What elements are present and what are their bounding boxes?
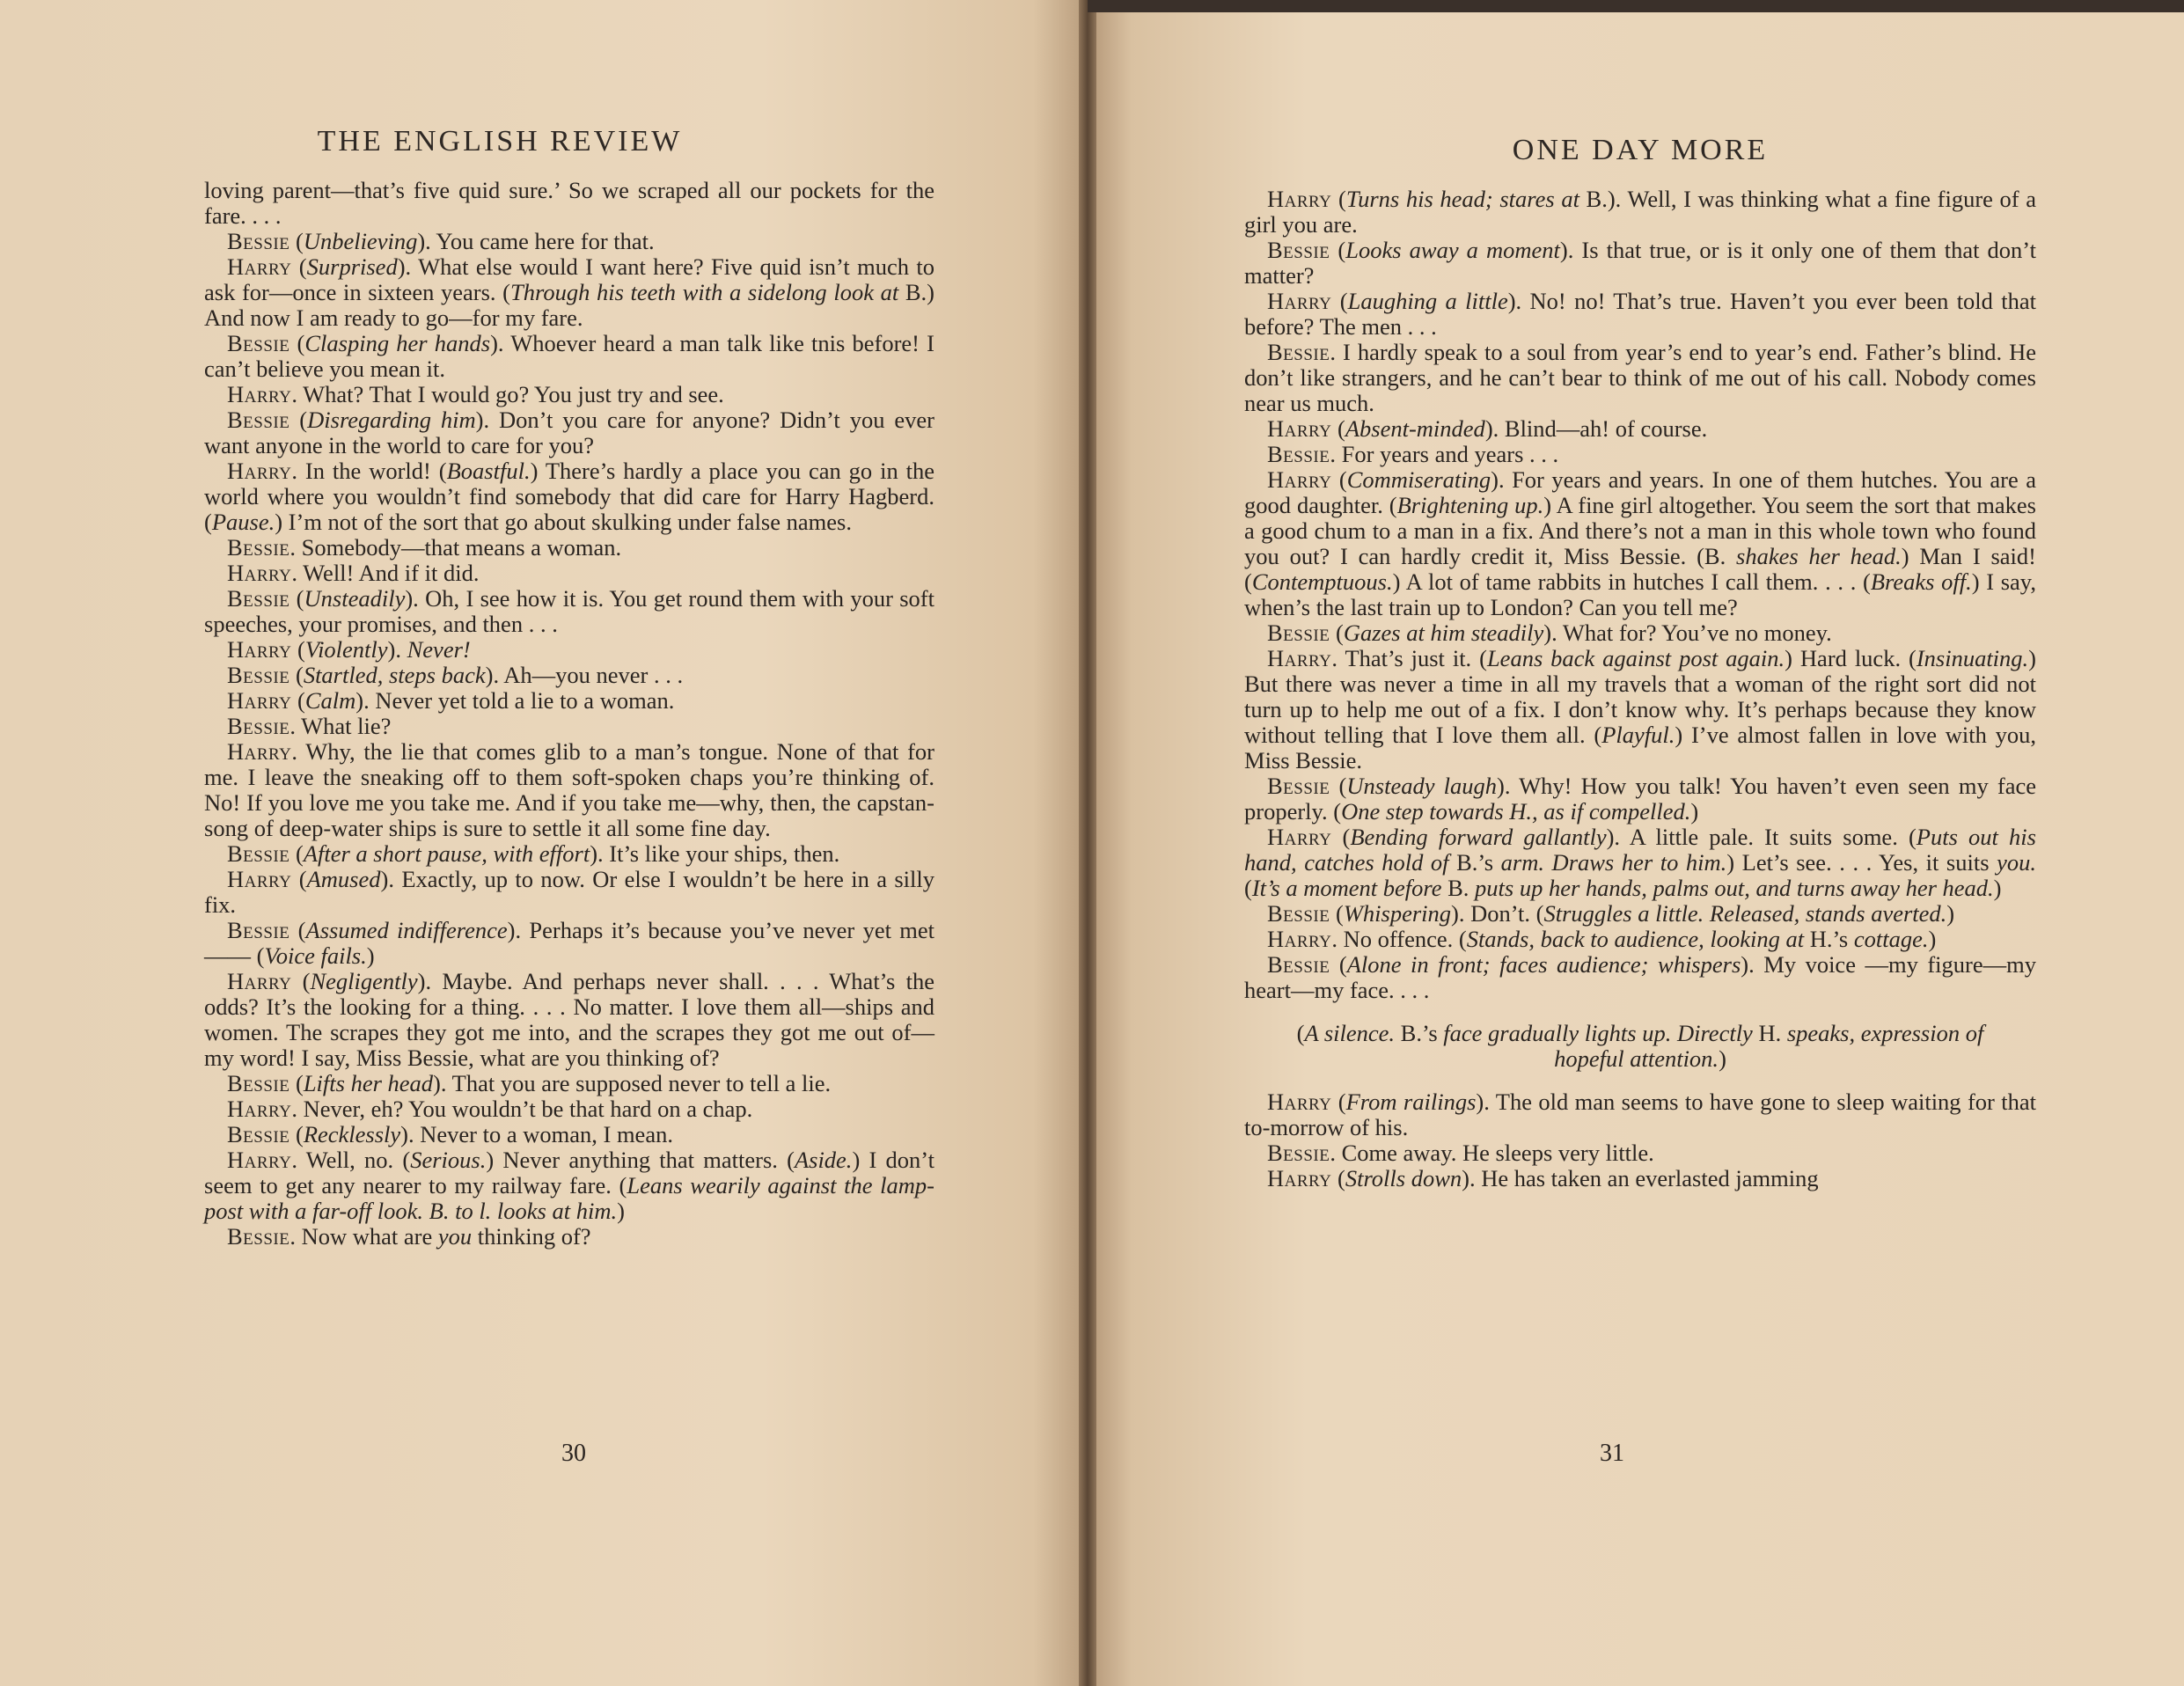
text-run: ). Never to a woman, I mean. [400,1121,673,1147]
page-text [1244,187,2036,1191]
stage-note: Absent-minded [1345,415,1485,442]
speaker-name: Bessie [227,1070,290,1096]
stage-note: you [437,1223,473,1250]
dialogue-paragraph [204,1122,934,1147]
text-run: ) I’m not of the sort that go about skulking under false names. [275,509,852,535]
text-run: ). Perhaps it’s because you’ve never yet met—— ( [204,917,934,969]
text-run: B.). Well, I was thinking what a fine figure of a girl you are. [1244,186,2037,238]
text-run: ). You came here for that. [417,228,655,254]
stage-note: A silence. [1304,1020,1396,1046]
text-run: ) [366,942,375,969]
dialogue-paragraph [204,535,934,561]
stage-note: Unsteady laugh [1346,773,1498,799]
stage-note: Bending forward gallantly [1350,824,1607,850]
dialogue-paragraph [204,407,934,458]
text-run: ( [291,866,307,892]
text-run: ). What for? You’ve no money. [1543,619,1832,646]
dialogue-paragraph [1244,416,2036,442]
text-run: . What? That I would go? You just try and see. [291,381,724,407]
stage-note: Looks away a moment [1345,237,1560,263]
dialogue-paragraph [1244,442,2036,467]
text-run: ). He has taken an everlasted jamming [1462,1165,1819,1191]
text-run: ). My voice —my figure—my heart—my face. . . . [1244,951,2036,1003]
text-run: ( [291,253,307,280]
page-text [204,178,934,1250]
dialogue-paragraph [204,254,934,331]
text-run: H. [1752,1020,1787,1046]
text-run: ). The old man seems to have gone to sleep waiting for that to-morrow of his. [1244,1089,2036,1140]
text-run: ). Whoever heard a man talk like tnis before! I can’t believe you mean it. [204,330,934,382]
text-run: ) Man I said! ( [1244,543,2036,595]
text-run: ( [1331,415,1345,442]
stage-note: Contemptuous. [1251,568,1393,595]
dialogue-paragraph [204,178,934,229]
text-run: ) There’s hardly a place you can go in the world where you wouldn’t find somebody that did care for Harry Hagberd. ( [204,458,934,535]
stage-note: Stands, back to audience, looking at [1466,926,1805,952]
stage-note: Through his teeth with a sidelong look at [510,279,899,305]
dialogue-paragraph [1244,825,2036,901]
speaker-name: Bessie [1267,441,1330,467]
text-run: ( [1330,900,1344,927]
speaker-name: Harry [1267,186,1332,212]
stage-note: Clasping her hands [304,330,491,356]
text-run: ). Ah—you never . . . [485,662,684,688]
text-run: ( [1330,237,1346,263]
dialogue-paragraph [1244,340,2036,416]
stage-note: After a short pause, with effort [303,840,590,867]
running-head: THE ENGLISH REVIEW [317,125,683,158]
text-run: H.’s [1804,926,1854,952]
text-run: ( [291,636,305,663]
speaker-name: Bessie [1267,900,1330,927]
speaker-name: Harry [227,1096,292,1122]
right-page [1088,0,2184,1686]
speaker-name: Harry [1267,824,1332,850]
text-run: . That’s just it. ( [1331,645,1487,671]
text-run: ) [1719,1045,1726,1072]
text-run: ( [1330,773,1347,799]
speaker-name: Bessie [227,1223,290,1250]
speaker-name: Bessie [227,1121,290,1147]
speaker-name: Bessie [1267,619,1330,646]
speaker-name: Harry [227,968,292,994]
text-run: ). Is that true, or is it only one of them that don’t matter? [1244,237,2037,289]
dialogue-paragraph [204,969,934,1071]
speaker-name: Bessie [227,228,290,254]
speaker-name: Harry [1267,926,1332,952]
stage-note: face gradually lights up. Directly [1443,1020,1753,1046]
stage-note: Alone in front; faces audience; whispers [1346,951,1741,978]
text-run: ( [1331,824,1351,850]
speaker-name: Harry [1267,1165,1332,1191]
text-run: ( [1296,1020,1305,1046]
speaker-name: Bessie [227,534,290,561]
text-run: ( [291,687,305,714]
text-run: ( [1331,1089,1346,1115]
dialogue-paragraph [204,637,934,663]
dialogue-paragraph [1244,1140,2036,1166]
left-page [0,0,1088,1686]
stage-note: Negligently [310,968,418,994]
speaker-name: Harry [227,1147,292,1173]
page-number: 30 [561,1440,586,1467]
text-run: ) [1690,798,1699,825]
dialogue-paragraph [1244,1089,2036,1140]
speaker-name: Bessie [1267,339,1330,365]
stage-note: Gazes at him steadily [1343,619,1544,646]
speaker-name: Bessie [227,330,290,356]
dialogue-paragraph [204,1071,934,1096]
stage-note: Unbelieving [303,228,418,254]
stage-note: Turns his head; stares at [1345,186,1579,212]
dialogue-paragraph [204,561,934,586]
text-run: . For years and years . . . [1330,441,1559,467]
text-run: ( [1331,288,1348,314]
stage-note: Lifts her head [303,1070,434,1096]
stage-direction [1244,1021,2036,1072]
stage-note: Pause. [211,509,275,535]
text-run: ) Let’s see. . . . Yes, it suits [1726,849,1997,876]
text-run: ( [1331,186,1346,212]
speaker-name: Harry [227,687,292,714]
stage-note: puts up her hands, palms out, and turns away her head. [1475,875,1994,901]
stage-note: Playful. [1601,722,1675,748]
dialogue-paragraph [204,229,934,254]
dialogue-paragraph [1244,289,2036,340]
book-gutter [1079,0,1096,1686]
dialogue-paragraph [204,867,934,918]
dialogue-paragraph [1244,238,2036,289]
dialogue-paragraph [1244,901,2036,927]
text-run: ( [1331,1165,1345,1191]
stage-note: Strolls down [1345,1165,1462,1191]
stage-note: Disregarding him [307,407,476,433]
dialogue-paragraph [204,1224,934,1250]
text-run: ( [289,917,306,943]
dialogue-paragraph [1244,952,2036,1003]
stage-note: Assumed indifference [305,917,508,943]
dialogue-paragraph [204,1096,934,1122]
stage-note: Insinuating. [1916,645,2029,671]
dialogue-paragraph [204,663,934,688]
stage-note: Never! [407,636,471,663]
text-run: ) [1928,926,1937,952]
text-run: B. [1441,875,1476,901]
text-run: . Somebody—that means a woman. [289,534,622,561]
text-run: ) [1946,900,1955,927]
text-run: ( [289,1121,304,1147]
text-run: ). Maybe. And perhaps never shall. . . . What’s the odds? It’s the looking for a thing. . . . No matter. I love them all—ships and women. The scrapes they got me into, and the scrapes they got me out of—my word! I say, Miss Bessie, what are you thinking of? [204,968,935,1071]
text-run: ( [289,228,304,254]
text-run: ( [289,840,304,867]
stage-note: Puts out his hand, catches hold of [1244,824,2036,876]
stage-note: Laughing a little [1347,288,1508,314]
text-run: ). Oh, I see how it is. You get round them with your soft speeches, your promises, and then . . . [204,585,934,637]
speaker-name: Harry [1267,466,1332,493]
text-run: ) A lot of tame rabbits in hutches I call them. . . . ( [1392,568,1871,595]
speaker-name: Harry [227,636,292,663]
text-run: . In the world! ( [291,458,447,484]
text-run: . Come away. He sleeps very little. [1330,1140,1654,1166]
text-run: . Why, the lie that comes glib to a man’s tongue. None of that for me. I leave the sneaking off to them soft-spoken chaps you’re thinking of. No! If you love me you take me. And if you take me—why, then, the capstan-song of deep-water ships is sure to settle it all some fine day. [204,738,934,841]
text-run: . I hardly speak to a soul from year’s end to year’s end. Father’s blind. He don’t like strangers, and he can’t bear to think of me out of his call. Nobody comes near us much. [1244,339,2036,416]
stage-note: Startled, steps back [303,662,486,688]
text-run: ). That you are supposed never to tell a lie. [433,1070,832,1096]
speaker-name: Harry [227,381,292,407]
text-run: loving parent—that’s five quid sure.’ So we scraped all our pockets for the fare. . . . [204,177,934,229]
stage-note: arm. Draws her to him. [1500,849,1727,876]
speaker-name: Harry [227,866,292,892]
speaker-name: Bessie [227,585,290,612]
dialogue-paragraph [204,688,934,714]
stage-note: shakes her head. [1736,543,1902,569]
dialogue-paragraph [204,331,934,382]
dialogue-paragraph [1244,620,2036,646]
speaker-name: Bessie [227,713,290,739]
stage-note: It’s a moment before [1251,875,1442,901]
stage-note: Serious. [410,1147,487,1173]
dialogue-paragraph [1244,1166,2036,1191]
text-run: ) I say, when’s the last train up to London? Can you tell me? [1244,568,2036,620]
speaker-name: Bessie [1267,951,1330,978]
text-run: ). Don’t. ( [1451,900,1544,927]
text-run: ( [1330,619,1344,646]
text-run: ( [289,585,304,612]
text-run: ). Never yet told a lie to a woman. [355,687,675,714]
text-run: B.’s [1395,1020,1444,1046]
speaker-name: Harry [227,253,292,280]
speaker-name: Harry [1267,415,1332,442]
stage-note: Struggles a little. Released, stands averted. [1543,900,1947,927]
stage-note: Calm [304,687,356,714]
stage-note: Brightening up. [1396,492,1544,518]
speaker-name: Bessie [227,407,290,433]
text-run: B.) And now I am ready to go—for my fare. [204,279,934,331]
text-run: ( [289,407,308,433]
text-run: ( [289,330,305,356]
dialogue-paragraph [204,739,934,841]
stage-note: speaks, expression of hopeful attention. [1554,1020,1984,1072]
dialogue-paragraph [1244,646,2036,773]
stage-note: Amused [306,866,381,892]
stage-note: Breaks off. [1870,568,1972,595]
text-run: ) But there was never a time in all my travels that a woman of the right sort did not turn up to help me out of a fix. I don’t know why. It’s perhaps because they know without telling that I love them all. ( [1244,645,2036,748]
speaker-name: Bessie [1267,237,1330,263]
dialogue-paragraph [204,714,934,739]
text-run: ( [289,662,304,688]
running-head: ONE DAY MORE [1512,134,1769,166]
text-run: ). [387,636,407,663]
text-run: ). Don’t you care for anyone? Didn’t you ever want anyone in the world to care for you? [204,407,934,458]
text-run: ) Never anything that matters. ( [486,1147,795,1173]
text-run: ). Exactly, up to now. Or else I wouldn’t be here in a silly fix. [204,866,935,918]
text-run: ) I’ve almost fallen in love with you, Miss Bessie. [1244,722,2036,773]
text-run: ). Blind—ah! of course. [1484,415,1708,442]
dialogue-paragraph [204,586,934,637]
speaker-name: Harry [227,738,292,765]
speaker-name: Harry [227,458,292,484]
page-number: 31 [1600,1440,1624,1467]
speaker-name: Bessie [227,917,290,943]
stage-note: Leans back against post again. [1486,645,1785,671]
text-run: ) Hard luck. ( [1785,645,1916,671]
text-run: ). No! no! That’s true. Haven’t you ever been told that before? The men . . . [1244,288,2037,340]
stage-note: cottage. [1853,926,1929,952]
text-run: ) [617,1198,625,1224]
text-run: ) A fine girl altogether. You seem the sort that makes a good chum to a man in a fix. And there’s not a man in this whole town who found you out? I can hardly credit it, Miss Bessie. (B. [1244,492,2036,569]
stage-note: Commiserating [1346,466,1491,493]
dialogue-paragraph [204,1147,934,1224]
page-top-edge [1088,0,2184,12]
dialogue-paragraph [204,458,934,535]
dialogue-paragraph [1244,187,2036,238]
stage-note: you. [1997,849,2036,876]
text-run: . No offence. ( [1331,926,1467,952]
text-run: . Well! And if it did. [291,560,480,586]
speaker-name: Harry [1267,1089,1332,1115]
stage-note: Boastful. [446,458,531,484]
text-run: . Never, eh? You wouldn’t be that hard on a chap. [291,1096,753,1122]
text-run: ( [1244,875,1252,901]
text-run: . What lie? [289,713,392,739]
speaker-name: Bessie [1267,773,1330,799]
speaker-name: Bessie [227,840,290,867]
text-run: thinking of? [472,1223,591,1250]
dialogue-paragraph [1244,773,2036,825]
speaker-name: Bessie [227,662,290,688]
dialogue-paragraph [1244,467,2036,620]
stage-note: Aside. [794,1147,853,1173]
stage-note: Unsteadily [304,585,406,612]
text-run: . Now what are [289,1223,438,1250]
text-run: ( [1331,466,1347,493]
dialogue-paragraph [204,841,934,867]
text-run: ). It’s like your ships, then. [590,840,840,867]
text-run: ). What else would I want here? Five quid isn’t much to ask for—once in sixteen years. ( [204,253,934,305]
stage-note: Surprised [306,253,398,280]
stage-note: Recklessly [303,1121,401,1147]
stage-note: One step towards H., as if compelled. [1341,798,1691,825]
stage-note: From railings [1345,1089,1477,1115]
text-run: B.’s [1448,849,1501,876]
speaker-name: Harry [1267,645,1332,671]
dialogue-paragraph [1244,927,2036,952]
speaker-name: Harry [1267,288,1332,314]
text-run: ( [289,1070,304,1096]
stage-note: Voice fails. [264,942,367,969]
stage-note: Whispering [1343,900,1451,927]
stage-note: Leans wearily against the lamp-post with a far-off look. B. to l. looks at him. [204,1172,934,1224]
text-run: ( [1330,951,1347,978]
text-run: ). A little pale. It suits some. ( [1606,824,1916,850]
text-run: ) I don’t seem to get any nearer to my railway fare. ( [204,1147,935,1199]
text-run: ) [1993,875,2002,901]
dialogue-paragraph [204,918,934,969]
dialogue-paragraph [204,382,934,407]
text-run: . Well, no. ( [291,1147,411,1173]
text-run: ( [291,968,311,994]
speaker-name: Bessie [1267,1140,1330,1166]
text-run: ). Why! How you talk! You haven’t even seen my face properly. ( [1244,773,2037,825]
speaker-name: Harry [227,560,292,586]
text-run: ). For years and years. In one of them hutches. You are a good daughter. ( [1244,466,2036,518]
stage-note: Violently [304,636,388,663]
